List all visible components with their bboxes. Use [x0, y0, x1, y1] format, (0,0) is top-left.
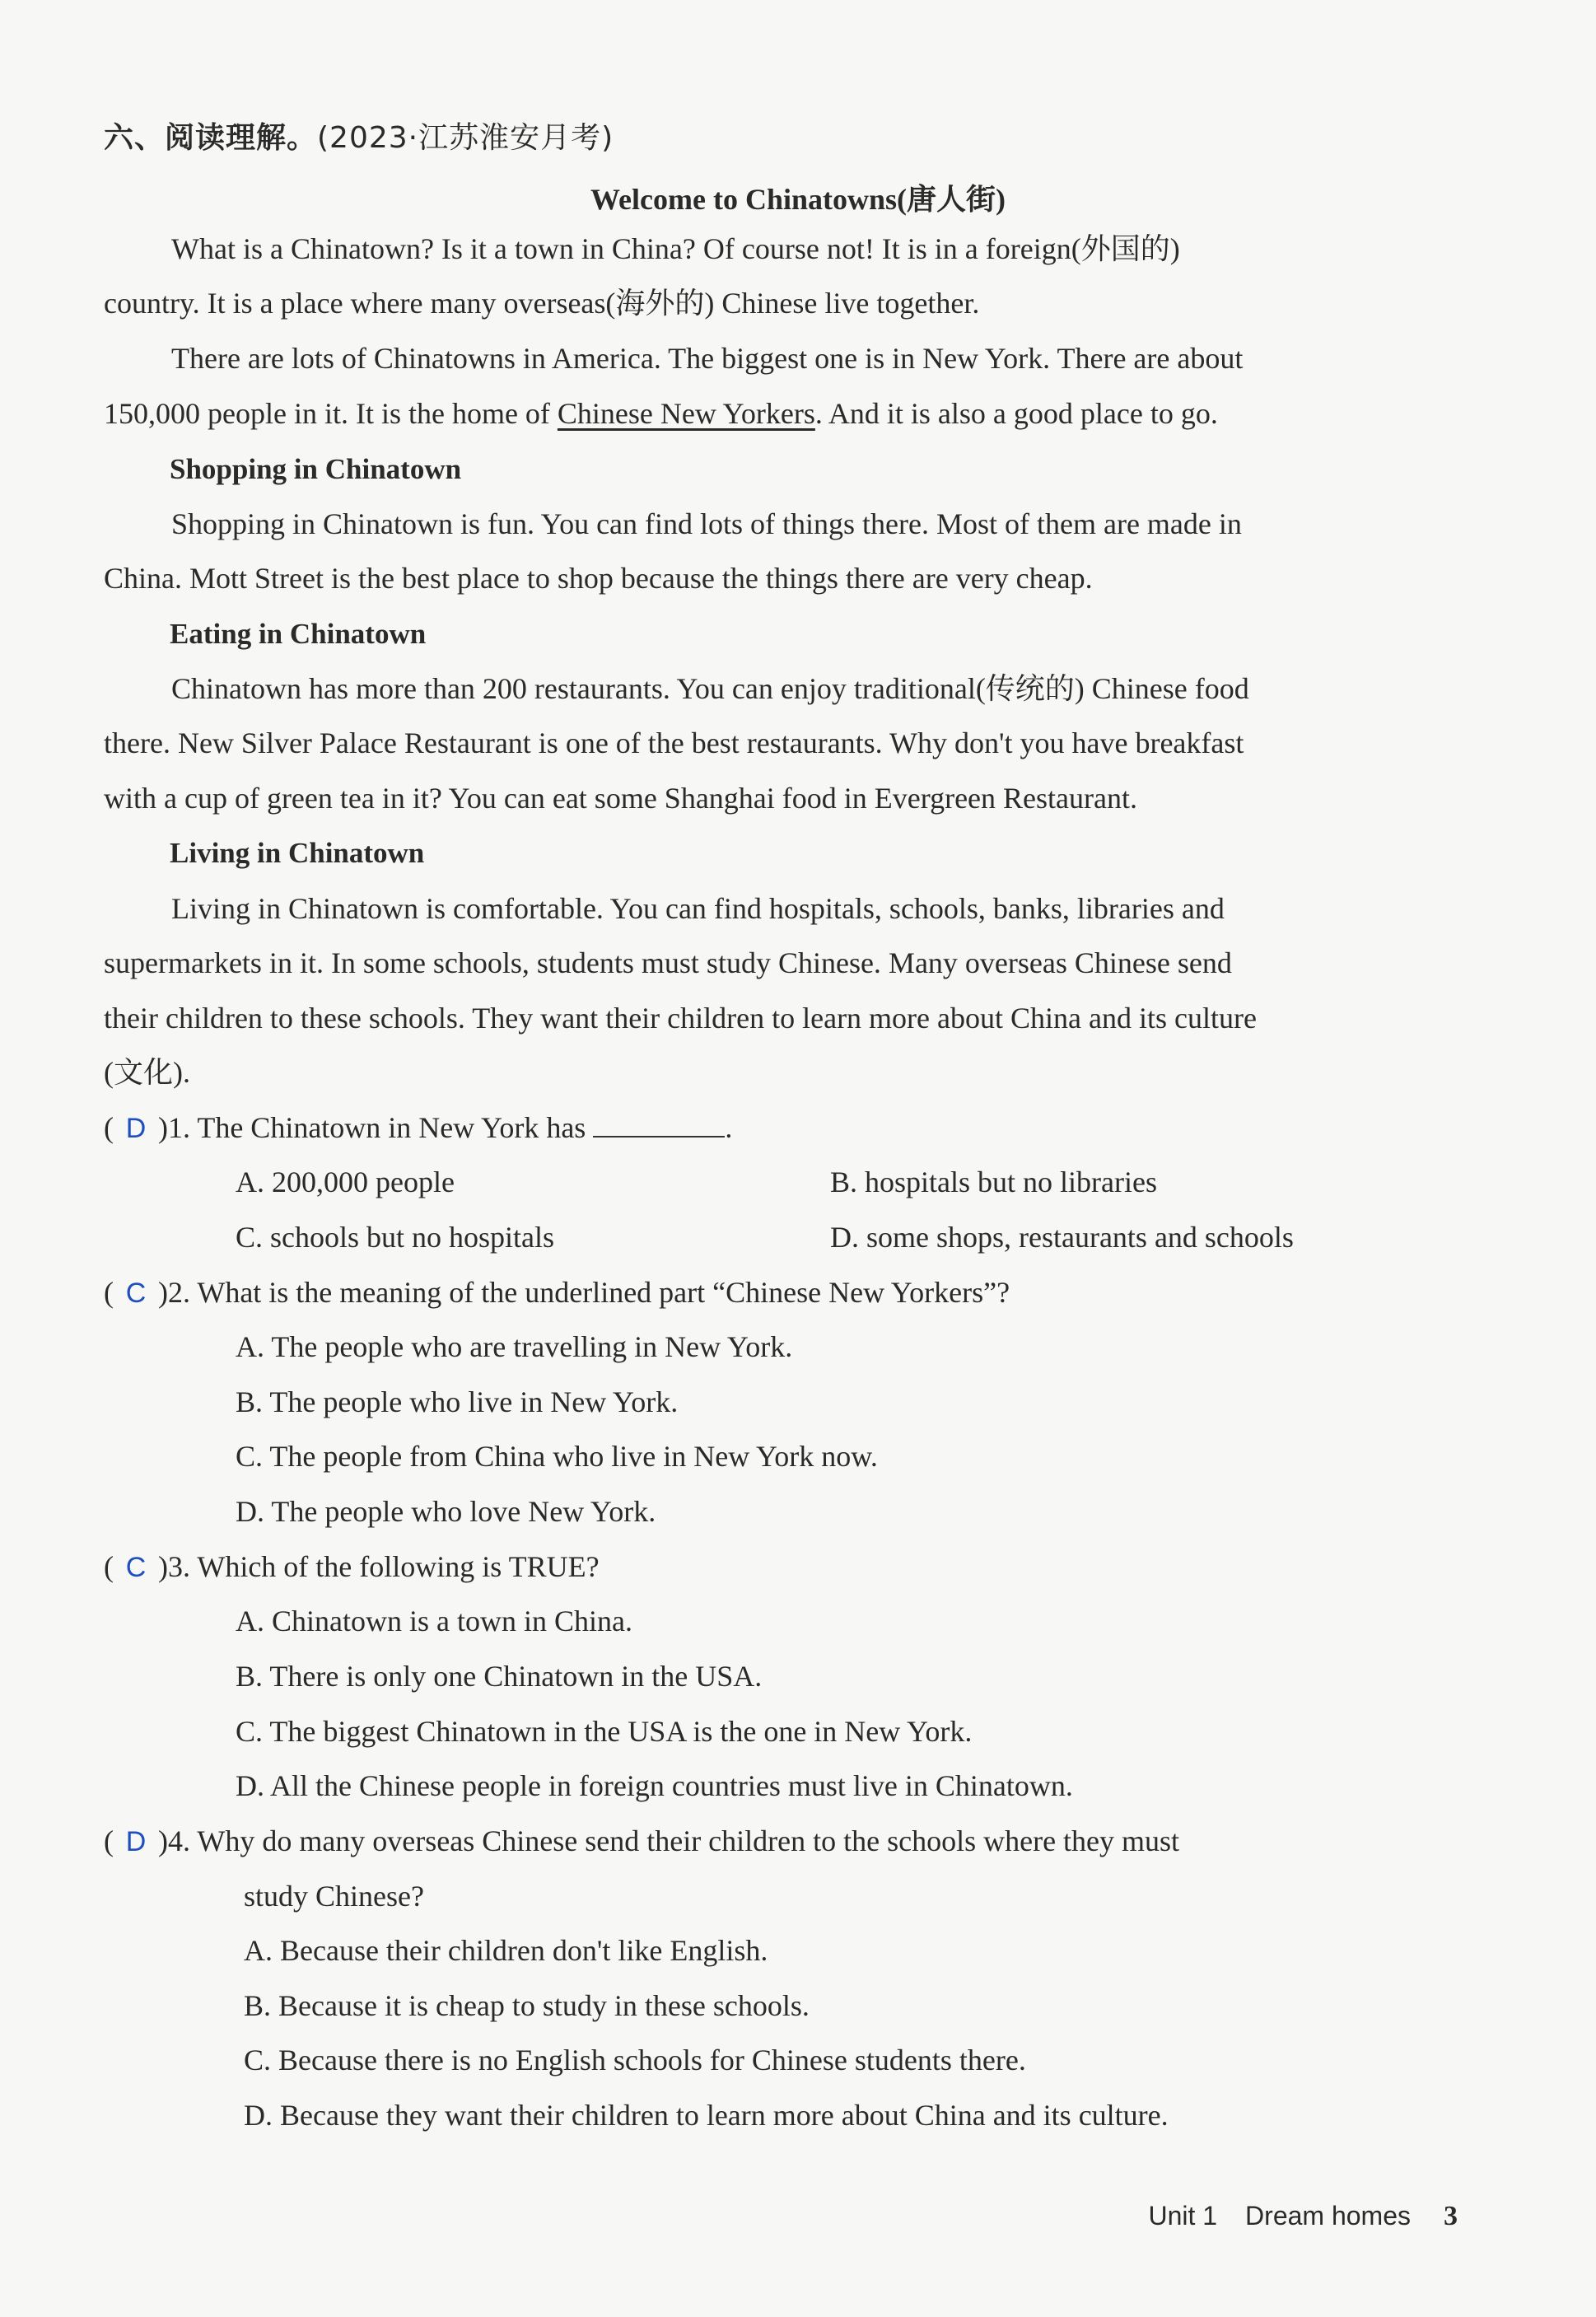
- paragraph-line: Shopping in Chinatown is fun. You can find lots of things there. Most of them are made in: [171, 507, 1242, 540]
- question-stem: )4. Why do many overseas Chinese send their children to the schools where they must: [158, 1824, 1180, 1857]
- paragraph-line: What is a Chinatown? Is it a town in China? Of course not! It is in a foreign(外国的): [171, 232, 1180, 265]
- subheading-living: Living in Chinatown: [170, 837, 425, 869]
- footer-unit: Unit 1: [1148, 2201, 1218, 2231]
- option-c: C. schools but no hospitals: [236, 1221, 555, 1254]
- question-1: ( D )1. The Chinatown in New York has .: [104, 1109, 732, 1147]
- paragraph-line: There are lots of Chinatowns in America. The biggest one is in New York. There are about: [171, 342, 1244, 375]
- paragraph-line: [104, 395, 1218, 432]
- option-a: A. The people who are travelling in New York.: [236, 1330, 793, 1363]
- answer-2[interactable]: C: [125, 1278, 147, 1309]
- option-d: D. Because they want their children to learn more about China and its culture.: [244, 2099, 1169, 2132]
- paragraph-line: Living in Chinatown is comfortable. You can find hospitals, schools, banks, libraries and: [171, 892, 1225, 925]
- option-c: C. The people from China who live in New York now.: [236, 1440, 878, 1473]
- option-d: D. The people who love New York.: [236, 1495, 656, 1528]
- subheading-eating: Eating in Chinatown: [170, 618, 427, 650]
- paragraph-line: (文化).: [104, 1056, 190, 1089]
- footer-title: Dream homes: [1245, 2201, 1411, 2231]
- question-3: ( C )3. Which of the following is TRUE?: [104, 1549, 600, 1586]
- option-a: A. 200,000 people: [236, 1166, 455, 1198]
- section-source: (2023·江苏淮安月考): [317, 121, 614, 155]
- subheading-shopping: Shopping in Chinatown: [170, 453, 462, 485]
- paragraph-line: supermarkets in it. In some schools, students must study Chinese. Many overseas Chinese send: [104, 946, 1232, 979]
- paragraph-line: with a cup of green tea in it? You can eat some Shanghai food in Evergreen Restaurant.: [104, 782, 1137, 815]
- option-c: C. Because there is no English schools for Chinese students there.: [244, 2044, 1026, 2076]
- section-header: [104, 120, 614, 156]
- paragraph-text: 150,000 people in it. It is the home of: [104, 397, 558, 430]
- option-b: B. hospitals but no libraries: [830, 1166, 1157, 1198]
- question-2: ( C )2. What is the meaning of the underlined part “Chinese New Yorkers”?: [104, 1274, 1010, 1311]
- page-number: 3: [1444, 2201, 1458, 2231]
- question-stem-end: .: [725, 1111, 733, 1144]
- paragraph-line: there. New Silver Palace Restaurant is one of the best restaurants. Why don't you have breakfast: [104, 726, 1244, 759]
- paragraph-line: Chinatown has more than 200 restaurants. You can enjoy traditional(传统的) Chinese food: [171, 672, 1249, 705]
- option-d: D. some shops, restaurants and schools: [830, 1221, 1294, 1254]
- paragraph-line: their children to these schools. They want their children to learn more about China and its culture: [104, 1002, 1257, 1035]
- answer-1[interactable]: D: [125, 1113, 147, 1144]
- option-a: A. Because their children don't like English.: [244, 1934, 768, 1967]
- answer-blank[interactable]: [593, 1113, 725, 1137]
- question-stem: )3. Which of the following is TRUE?: [158, 1550, 600, 1583]
- option-a: A. Chinatown is a town in China.: [236, 1605, 632, 1637]
- page-footer: [1148, 2201, 1458, 2232]
- paragraph-line: China. Mott Street is the best place to shop because the things there are very cheap.: [104, 562, 1093, 595]
- answer-4[interactable]: D: [125, 1826, 147, 1857]
- underlined-phrase: Chinese New Yorkers: [557, 397, 815, 430]
- question-stem: )1. The Chinatown in New York has: [158, 1111, 586, 1144]
- option-b: B. There is only one Chinatown in the USA.: [236, 1660, 763, 1693]
- option-b: B. The people who live in New York.: [236, 1385, 679, 1418]
- paragraph-text: . And it is also a good place to go.: [814, 397, 1218, 430]
- question-stem: )2. What is the meaning of the underlined part “Chinese New Yorkers”?: [158, 1276, 1010, 1309]
- question-stem-continued: study Chinese?: [244, 1880, 424, 1913]
- option-b: B. Because it is cheap to study in these schools.: [244, 1989, 810, 2022]
- option-c: C. The biggest Chinatown in the USA is the one in New York.: [236, 1715, 973, 1748]
- answer-3[interactable]: C: [125, 1552, 147, 1583]
- paragraph-line: country. It is a place where many overseas(海外的) Chinese live together.: [104, 287, 980, 320]
- section-heading: 六、阅读理解。: [104, 121, 318, 155]
- option-d: D. All the Chinese people in foreign countries must live in Chinatown.: [236, 1769, 1073, 1802]
- question-4: ( D )4. Why do many overseas Chinese send their children to the schools where they must: [104, 1823, 1179, 1860]
- article-title: Welcome to Chinatowns(唐人街): [590, 183, 1006, 216]
